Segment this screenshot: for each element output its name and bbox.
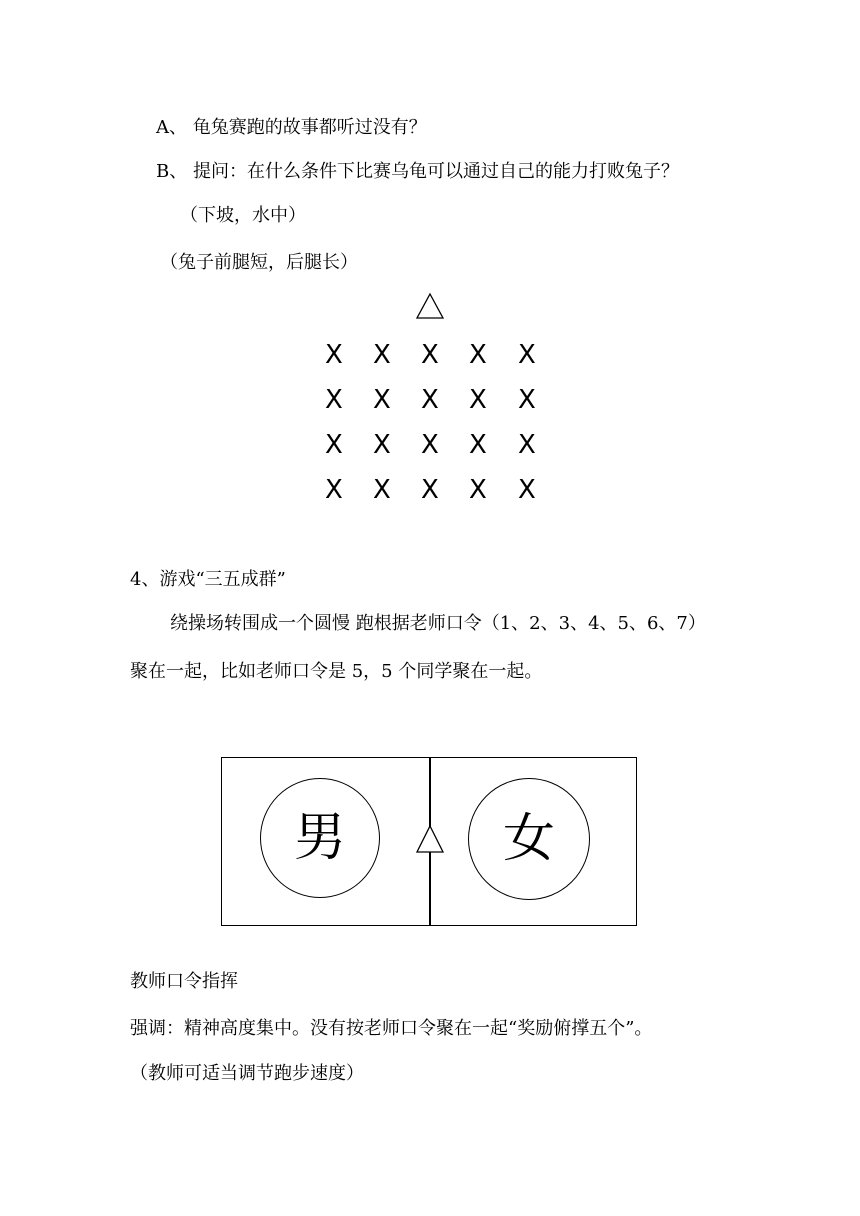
student-mark: X bbox=[518, 385, 536, 415]
boys-circle bbox=[260, 778, 380, 898]
student-mark: X bbox=[373, 340, 391, 370]
student-mark: X bbox=[421, 475, 439, 505]
girls-circle bbox=[468, 778, 590, 900]
center-triangle-icon bbox=[415, 824, 445, 854]
student-mark: X bbox=[325, 475, 343, 505]
student-mark: X bbox=[518, 430, 536, 460]
student-mark: X bbox=[325, 340, 343, 370]
student-mark: X bbox=[421, 340, 439, 370]
boys-label: 男 bbox=[293, 808, 346, 868]
game-title: 4、游戏“三五成群” bbox=[130, 569, 286, 590]
student-mark: X bbox=[421, 430, 439, 460]
question-b: B、 提问：在什么条件下比赛乌龟可以通过自己的能力打败兔子？ bbox=[156, 161, 679, 182]
emphasis-text: 强调：精神高度集中。没有按老师口令聚在一起“奖励俯撑五个”。 bbox=[130, 1018, 653, 1039]
girls-label: 女 bbox=[502, 809, 555, 869]
student-mark: X bbox=[373, 475, 391, 505]
formation-diagram bbox=[300, 290, 560, 510]
answer-d: （兔子前腿短，后腿长） bbox=[160, 252, 358, 273]
student-mark: X bbox=[518, 340, 536, 370]
answer-c: （下坡，水中） bbox=[180, 205, 306, 226]
teacher-command: 教师口令指挥 bbox=[130, 971, 238, 992]
student-mark: X bbox=[373, 430, 391, 460]
student-mark: X bbox=[518, 475, 536, 505]
student-mark: X bbox=[325, 430, 343, 460]
question-a: A、 龟兔赛跑的故事都听过没有？ bbox=[156, 117, 427, 138]
student-mark: X bbox=[469, 385, 487, 415]
student-mark: X bbox=[469, 475, 487, 505]
student-mark: X bbox=[325, 385, 343, 415]
game-description-line-2: 聚在一起，比如老师口令是 5，5 个同学聚在一起。 bbox=[130, 661, 543, 682]
student-mark: X bbox=[469, 430, 487, 460]
student-mark: X bbox=[373, 385, 391, 415]
field-diagram bbox=[221, 757, 637, 926]
note-text: （教师可适当调节跑步速度） bbox=[130, 1063, 364, 1084]
game-description-line-1: 绕操场转围成一个圆慢 跑根据老师口令（1、2、3、4、5、6、7） bbox=[170, 613, 706, 634]
student-mark: X bbox=[469, 340, 487, 370]
teacher-triangle-icon bbox=[415, 292, 445, 320]
student-mark: X bbox=[421, 385, 439, 415]
